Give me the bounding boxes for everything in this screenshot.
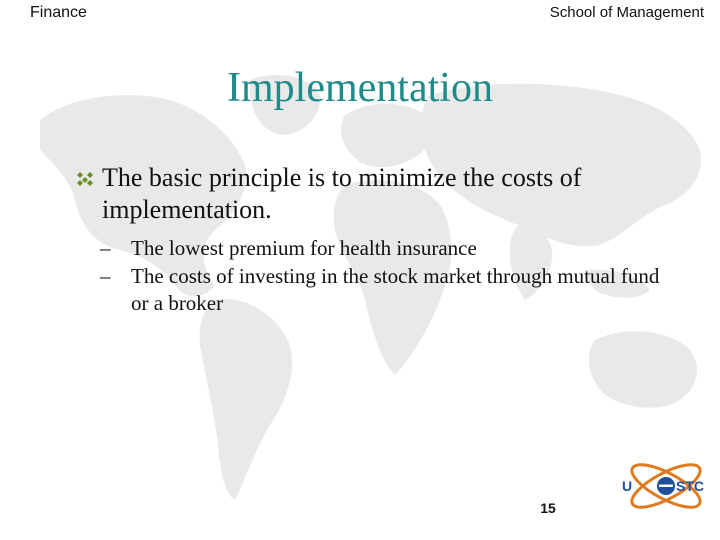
- sub-bullet-text: The lowest premium for health insurance: [131, 236, 477, 260]
- course-name: Finance: [30, 4, 87, 21]
- sub-bullet-item: [100, 235, 660, 262]
- slide-title: Implementation: [227, 65, 493, 111]
- svg-text:STC: STC: [676, 478, 704, 494]
- dash-marker: –: [100, 236, 111, 260]
- sub-bullet-list: [100, 235, 660, 318]
- dash-marker: –: [100, 264, 111, 288]
- diamond-bullet-icon: [76, 171, 94, 187]
- school-name: School of Management: [549, 4, 704, 21]
- sub-bullet-item: [100, 263, 660, 317]
- uestc-logo: [618, 450, 714, 522]
- main-bullet: [76, 162, 676, 226]
- svg-text:U: U: [622, 478, 633, 494]
- main-bullet-text: The basic principle is to minimize the costs of implementation.: [102, 163, 582, 224]
- sub-bullet-text: The costs of investing in the stock market through mutual fund or a broker: [131, 264, 660, 315]
- page-number: 15: [540, 500, 556, 516]
